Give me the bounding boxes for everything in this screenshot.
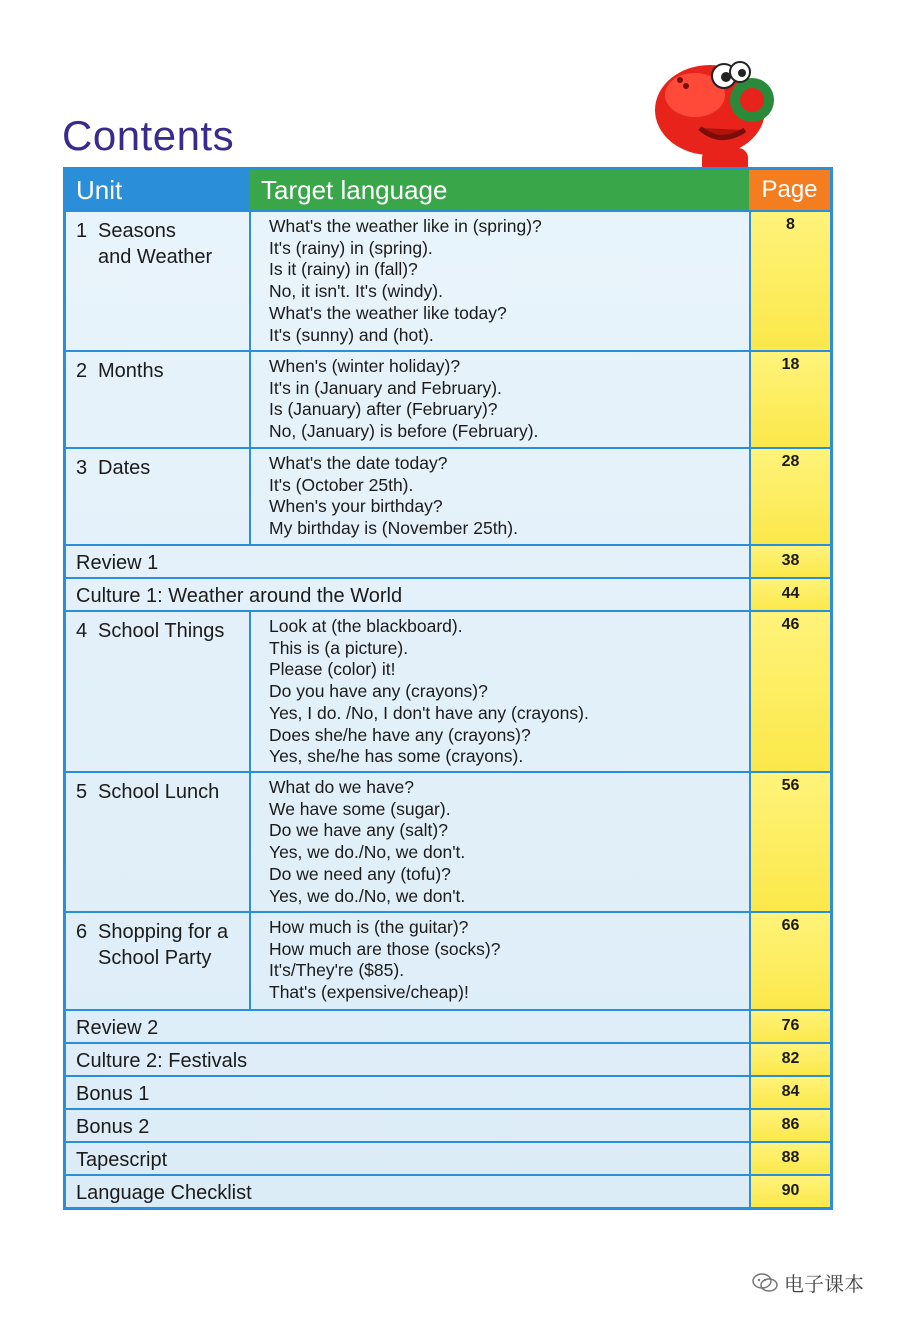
header-unit: Unit bbox=[66, 170, 249, 210]
extra-label: Language Checklist bbox=[76, 1182, 252, 1204]
extra-row bbox=[66, 1141, 830, 1174]
unit-row bbox=[66, 911, 830, 1009]
extra-label: Culture 1: Weather around the World bbox=[76, 585, 403, 607]
dinosaur-mascot-icon bbox=[640, 40, 790, 180]
page-number: 18 bbox=[749, 352, 830, 447]
wechat-icon bbox=[752, 1272, 778, 1294]
page-number: 86 bbox=[749, 1110, 830, 1141]
target-language: When's (winter holiday)? It's in (January and February). Is (January) after (February)? No, (January) is before (February). bbox=[249, 352, 749, 447]
page-number: 90 bbox=[749, 1176, 830, 1207]
page-number: 66 bbox=[749, 913, 830, 1009]
page-number: 82 bbox=[749, 1044, 830, 1075]
extra-row bbox=[66, 577, 830, 610]
unit-row bbox=[66, 447, 830, 544]
page-title: Contents bbox=[62, 112, 235, 159]
extra-label: Review 2 bbox=[76, 1017, 159, 1039]
target-language: What do we have? We have some (sugar). Do we have any (salt)? Yes, we do./No, we don't. Do we need any (tofu)? Yes, we do./No, we don't. bbox=[249, 773, 749, 911]
unit-row bbox=[66, 210, 830, 350]
target-language: Look at (the blackboard). This is (a picture). Please (color) it! Do you have any (crayons)? Yes, I do. /No, I don't have any (crayons). Does she/he have any (crayons)? Yes, she/he has some (crayons). bbox=[249, 612, 749, 771]
page-number: 46 bbox=[749, 612, 830, 771]
unit-name: 3 Dates bbox=[76, 457, 151, 479]
extra-label: Culture 2: Festivals bbox=[76, 1050, 248, 1072]
target-language: What's the date today? It's (October 25th). When's your birthday? My birthday is (November 25th). bbox=[249, 449, 749, 544]
extra-label: Review 1 bbox=[76, 552, 159, 574]
unit-name: 1 Seasons and Weather bbox=[76, 220, 213, 268]
unit-row bbox=[66, 350, 830, 447]
unit-name: 5 School Lunch bbox=[76, 781, 220, 803]
extra-row bbox=[66, 1075, 830, 1108]
page-number: 56 bbox=[749, 773, 830, 911]
extra-row bbox=[66, 1174, 830, 1207]
page-number: 84 bbox=[749, 1077, 830, 1108]
extra-label: Tapescript bbox=[76, 1149, 168, 1171]
target-language: What's the weather like in (spring)? It's (rainy) in (spring). Is it (rainy) in (fall)? No, it isn't. It's (windy). What's the weather like today? It's (sunny) and (hot). bbox=[249, 212, 749, 350]
unit-name: 6 Shopping for a School Party bbox=[76, 921, 229, 969]
extra-row bbox=[66, 1042, 830, 1075]
header-target-language: Target language bbox=[249, 170, 749, 210]
extra-label: Bonus 2 bbox=[76, 1116, 150, 1138]
footer-text: 电子课本 bbox=[784, 1274, 864, 1296]
extra-row bbox=[66, 1108, 830, 1141]
contents-table bbox=[63, 167, 833, 1210]
unit-row bbox=[66, 771, 830, 911]
unit-row bbox=[66, 610, 830, 771]
header-page: Page bbox=[749, 170, 830, 210]
page-number: 38 bbox=[749, 546, 830, 577]
table-header bbox=[66, 170, 830, 210]
unit-name: 2 Months bbox=[76, 360, 164, 382]
unit-name: 4 School Things bbox=[76, 620, 225, 642]
extra-row bbox=[66, 544, 830, 577]
page-number: 28 bbox=[749, 449, 830, 544]
footer-watermark bbox=[752, 1268, 864, 1297]
page-number: 76 bbox=[749, 1011, 830, 1042]
target-language: How much is (the guitar)? How much are those (socks)? It's/They're ($85). That's (expensive/cheap)! bbox=[249, 913, 749, 1009]
page-number: 44 bbox=[749, 579, 830, 610]
extra-label: Bonus 1 bbox=[76, 1083, 150, 1105]
extra-row bbox=[66, 1009, 830, 1042]
page-number: 8 bbox=[749, 212, 830, 350]
page-number: 88 bbox=[749, 1143, 830, 1174]
